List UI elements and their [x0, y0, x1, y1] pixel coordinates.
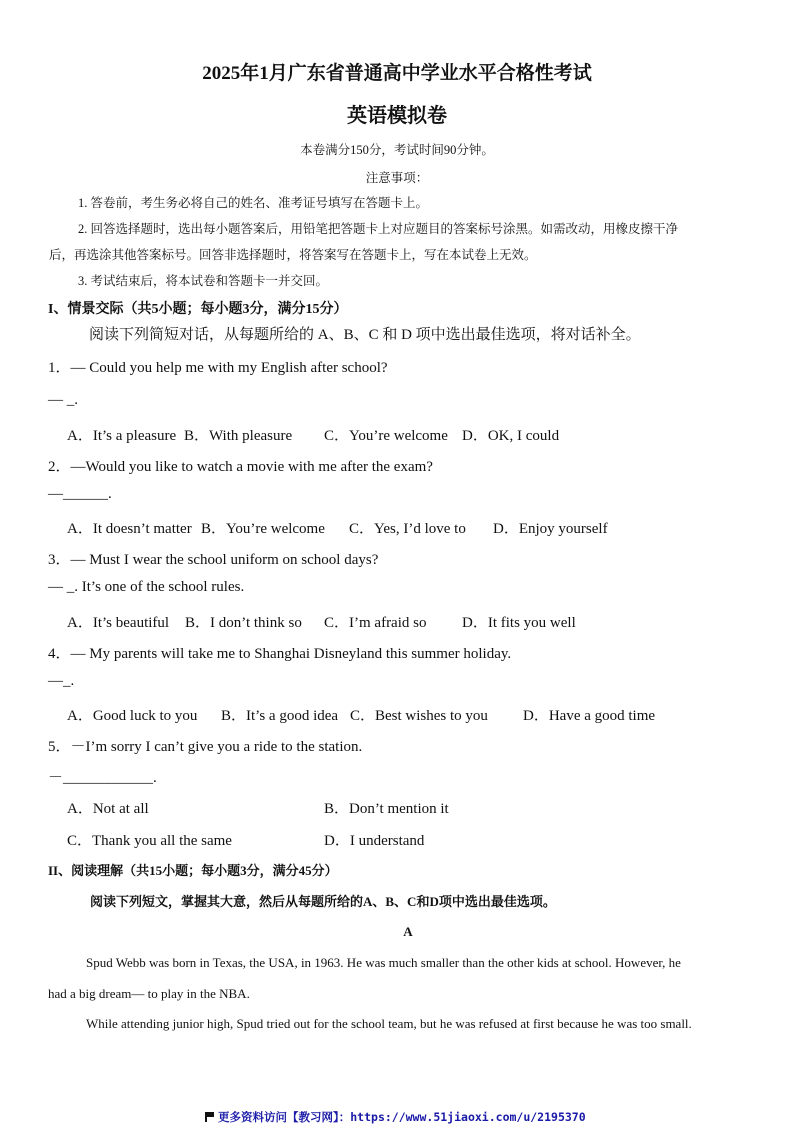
notes-heading: 注意事项：	[365, 171, 429, 185]
q4-option-a: A．Good luck to you	[67, 708, 198, 724]
q5-option-d: D．I understand	[324, 833, 425, 849]
q2-option-d: D．Enjoy yourself	[493, 521, 608, 537]
section-1-heading: I、情景交际（共5小题；每小题3分，满分15分）	[48, 302, 348, 317]
q2-option-c: C．Yes, I’d love to	[349, 521, 466, 537]
note-2-line-1: 2. 回答选择题时，选出每小题答案后，用铅笔把答题卡上对应题目的答案标号涂黑。如需改动，用橡皮擦干净	[78, 222, 679, 236]
q5-option-b: B．Don’t mention it	[324, 801, 449, 817]
question-3: 3．— Must I wear the school uniform on school days?	[48, 552, 379, 568]
exam-info: 本卷满分150分，考试时间90分钟。	[300, 143, 494, 157]
passage-line-2: had a big dream— to play in the NBA.	[48, 986, 250, 1001]
q5-option-a: A．Not at all	[67, 801, 149, 817]
q4-option-d: D．Have a good time	[523, 708, 656, 724]
exam-title: 2025年1月广东省普通高中学业水平合格性考试	[202, 63, 592, 84]
q3-option-a: A．It’s beautiful	[67, 615, 170, 631]
section-2-instruction: 阅读下列短文，掌握其大意，然后从每题所给的A、B、C和D项中选出最佳选项。	[90, 894, 556, 909]
section-2-heading: II、阅读理解（共15小题；每小题3分，满分45分）	[48, 863, 338, 878]
exam-subtitle: 英语模拟卷	[347, 105, 447, 127]
footer-text: 更多资料访问【教习网】：https://www.51jiaoxi.com/u/2195370	[218, 1110, 586, 1124]
q3-option-d: D．It fits you well	[462, 615, 576, 631]
q3-option-b: B．I don’t think so	[185, 615, 302, 631]
q2-option-b: B．You’re welcome	[201, 521, 325, 537]
q1-option-a: A．It’s a pleasure	[67, 428, 177, 444]
passage-line-3: While attending junior high, Spud tried out for the school team, but he was refused at first because he was too small.	[86, 1016, 692, 1031]
q2-option-a: A．It doesn’t matter	[67, 521, 192, 537]
answer-blank-2: —______.	[48, 486, 112, 502]
question-2: 2．—Would you like to watch a movie with me after the exam?	[48, 459, 433, 475]
question-1: 1．— Could you help me with my English after school?	[48, 360, 388, 376]
q4-option-b: B．It’s a good idea	[221, 708, 339, 724]
flag-icon	[205, 1112, 214, 1122]
note-1: 1. 答卷前，考生务必将自己的姓名、准考证号填写在答题卡上。	[78, 196, 429, 210]
q1-option-c: C．You’re welcome	[324, 428, 448, 444]
q5-option-c: C．Thank you all the same	[67, 833, 232, 849]
footer-link[interactable]	[205, 1109, 586, 1125]
answer-blank-5: －____________.	[48, 770, 157, 786]
note-2-line-2: 后，再选涂其他答案标号。回答非选择题时，将答案写在答题卡上，写在本试卷上无效。	[49, 248, 537, 262]
answer-blank-4: —_.	[48, 673, 75, 689]
passage-label: A	[403, 924, 413, 939]
answer-blank-1: — _.	[48, 392, 78, 408]
question-4: 4．— My parents will take me to Shanghai Disneyland this summer holiday.	[48, 646, 512, 662]
section-1-instruction: 阅读下列简短对话，从每题所给的 A、B、C 和 D 项中选出最佳选项，将对话补全。	[89, 327, 641, 343]
passage-line-1: Spud Webb was born in Texas, the USA, in 1963. He was much smaller than the other kids at school. However, he	[86, 955, 681, 970]
q1-option-d: D．OK, I could	[462, 428, 560, 444]
q4-option-c: C．Best wishes to you	[350, 708, 488, 724]
q3-option-c: C．I’m afraid so	[324, 615, 427, 631]
question-5: 5．－I’m sorry I can’t give you a ride to the station.	[48, 739, 363, 755]
answer-blank-3: — _. It’s one of the school rules.	[48, 579, 245, 595]
q1-option-b: B．With pleasure	[184, 428, 293, 444]
note-3: 3. 考试结束后，将本试卷和答题卡一并交回。	[78, 274, 329, 288]
